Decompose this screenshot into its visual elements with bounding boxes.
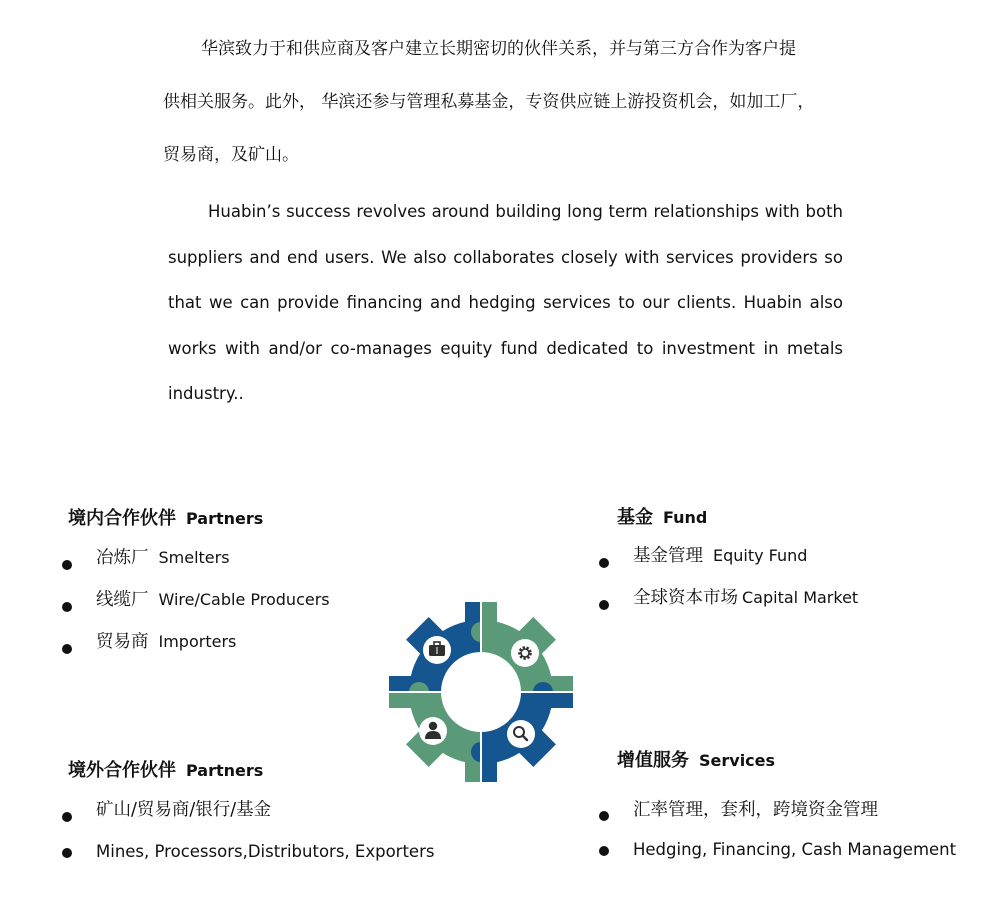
fund-title-zh: 基金: [617, 507, 653, 528]
briefcase-icon: [423, 636, 451, 664]
fund-title: [617, 503, 707, 529]
list-item: 线缆厂 Wire/Cable Producers: [62, 586, 330, 628]
search-icon: [507, 720, 535, 748]
domestic-title-zh: 境内合作伙伴: [68, 508, 176, 529]
intro-english-paragraph: [168, 189, 843, 417]
overseas-partners-title: [68, 756, 263, 782]
list-item: 基金管理 Equity Fund: [599, 542, 858, 584]
fund-list: [599, 542, 858, 626]
list-item: 贸易商 Importers: [62, 628, 330, 670]
intro-zh-line-1: 华滨致力于和供应商及客户建立长期密切的伙伴关系，并与第三方合作为客户提: [201, 39, 796, 59]
intro-zh-line-3: 贸易商，及矿山。: [163, 145, 299, 165]
intro-zh-line-2: 供相关服务。此外， 华滨还参与管理私募基金，专资供应链上游投资机会，如加工厂，: [163, 92, 815, 112]
gear-svg: [385, 598, 577, 786]
list-item: Hedging, Financing, Cash Management: [599, 836, 956, 866]
list-item: 冶炼厂 Smelters: [62, 544, 330, 586]
list-item: 矿山/贸易商/银行/基金: [62, 796, 434, 838]
person-icon: [419, 717, 447, 745]
overseas-partners-list: [62, 796, 434, 868]
gear-center-hole: [441, 652, 521, 732]
list-item: Mines, Processors,Distributors, Exporters: [62, 838, 434, 868]
services-title: [617, 746, 775, 772]
services-title-zh: 增值服务: [617, 750, 689, 771]
domestic-title-en: Partners: [186, 509, 264, 528]
intro-en-text: Huabin’s success revolves around building long term relationships with both suppliers and end users. We also collaborates closely with services providers so that we can provide financing and hedging services to our clients. Huabin also works with and/or co-manages equity fund dedicated to investment in metals industry..: [168, 202, 843, 403]
domestic-partners-title: [68, 504, 263, 530]
list-item: 全球资本市场 Capital Market: [599, 584, 858, 626]
intro-chinese-paragraph: [163, 23, 853, 182]
gear-icon: [511, 639, 539, 667]
services-title-en: Services: [699, 751, 776, 770]
services-list: [599, 796, 956, 866]
overseas-title-zh: 境外合作伙伴: [68, 760, 176, 781]
overseas-title-en: Partners: [186, 761, 264, 780]
domestic-partners-list: [62, 544, 330, 670]
fund-title-en: Fund: [663, 508, 708, 527]
puzzle-gear-graphic: [385, 598, 577, 786]
list-item: 汇率管理，套利，跨境资金管理: [599, 796, 956, 836]
